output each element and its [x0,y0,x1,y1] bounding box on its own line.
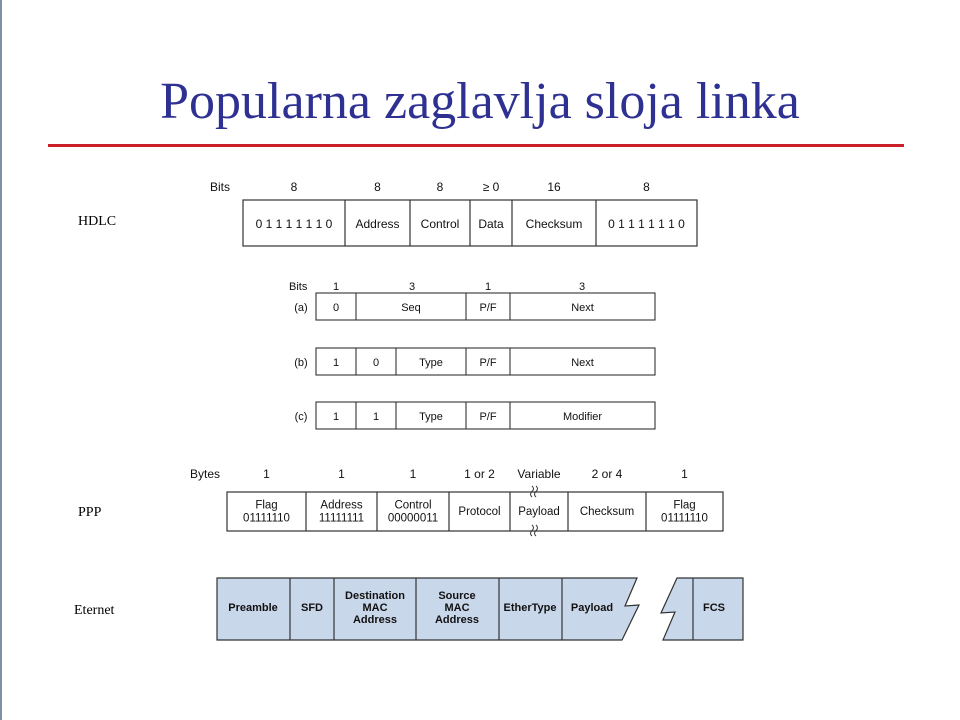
ppp-size-label: 1 or 2 [464,467,495,481]
control-size-label: 3 [578,281,586,293]
control-field-label: 1 [332,411,340,423]
ppp-size-label: 1 [338,467,345,481]
ethernet-label: Eternet [74,603,115,618]
control-field-label: Next [571,302,594,314]
control-field-label: Type [419,357,443,369]
hdlc-size-label: 8 [436,180,444,194]
control-size-label: 3 [408,281,416,293]
ppp-frame [190,467,723,536]
ethernet-frame [217,578,743,640]
hdlc-unit-label: Bits [210,180,231,194]
ppp-field-label-line: Protocol [458,506,501,519]
control-unit-label: Bits [289,281,308,293]
ppp-field-label-line: Control [394,499,432,512]
control-field-label: Next [571,357,594,369]
ppp-field-label-line: Flag [673,499,696,512]
ethernet-field-label-line: EtherType [503,601,557,614]
ethernet-field-label-line: FCS [703,601,725,614]
control-field-formats [289,281,655,429]
control-row-tag: (a) [294,302,308,314]
control-field-label: Modifier [562,411,603,423]
ppp-field-label-line: Address [320,499,363,512]
control-format-row [295,402,655,429]
hdlc-field-label: 0 1 1 1 1 1 1 0 [608,217,685,231]
control-row-tag: (b) [294,357,308,369]
control-row-tag: (c) [294,411,308,423]
control-field-label: P/F [479,357,497,369]
ppp-field-label-line: 11111111 [318,512,365,525]
hdlc-field-label: Address [355,217,400,231]
ethernet-field-label-line: SFD [301,601,323,614]
control-size-label: 1 [332,281,340,293]
ppp-field-label-line: Flag [255,499,278,512]
ppp-field-label-line: 00000011 [387,512,439,525]
ethernet-fcs-block [661,578,743,640]
control-field-label: P/F [479,411,497,423]
control-field-label: 0 [332,302,340,314]
hdlc-size-label: 8 [290,180,298,194]
hdlc-size-label: 8 [643,180,650,194]
ppp-size-label: 2 or 4 [591,467,623,481]
control-field-label: 0 [372,357,380,369]
ppp-size-label: 1 [409,467,417,481]
hdlc-size-label: ≥ 0 [482,180,500,194]
ethernet-field-label-line: Destination [345,589,405,602]
ppp-unit-label: Bytes [190,467,221,481]
ppp-size-label: 1 [263,467,270,481]
slide-title: Popularna zaglavlja sloja linka [160,73,800,130]
control-size-label: 1 [484,281,492,293]
ppp-field-label-line: Payload [518,506,560,519]
control-field-label: 1 [332,357,340,369]
control-field-label: P/F [479,302,497,314]
control-field-label: 1 [372,411,380,423]
ppp-size-label: 1 [681,467,688,481]
hdlc-size-label: 8 [374,180,381,194]
hdlc-frame [210,180,697,246]
ethernet-field-label-line: Address [434,613,480,626]
ethernet-field-label-line: Source [438,589,476,602]
ethernet-field-label-line: MAC [444,601,470,614]
hdlc-field-label: Control [420,217,460,231]
ethernet-field-label-line: Payload [570,601,614,614]
ethernet-field-label-line: Preamble [228,601,278,614]
control-format-row [294,293,655,320]
ppp-label: PPP [78,505,102,520]
hdlc-field-label: Data [478,217,504,231]
control-field-label: Type [419,411,443,423]
ethernet-field-label-line: MAC [362,601,388,614]
control-format-row [294,348,655,375]
control-field-label: Seq [401,302,421,314]
ppp-size-label: Variable [517,467,561,481]
ppp-field-label-line: Checksum [579,506,635,519]
ppp-field-label-line: 01111110 [243,512,290,525]
hdlc-field-label: 0 1 1 1 1 1 1 0 [255,217,333,231]
hdlc-size-label: 16 [547,180,561,194]
ethernet-field-label-line: Address [352,613,398,626]
ppp-field-label-line: 01111110 [661,512,708,525]
hdlc-field-label: Checksum [525,217,583,231]
hdlc-label: HDLC [78,214,117,229]
